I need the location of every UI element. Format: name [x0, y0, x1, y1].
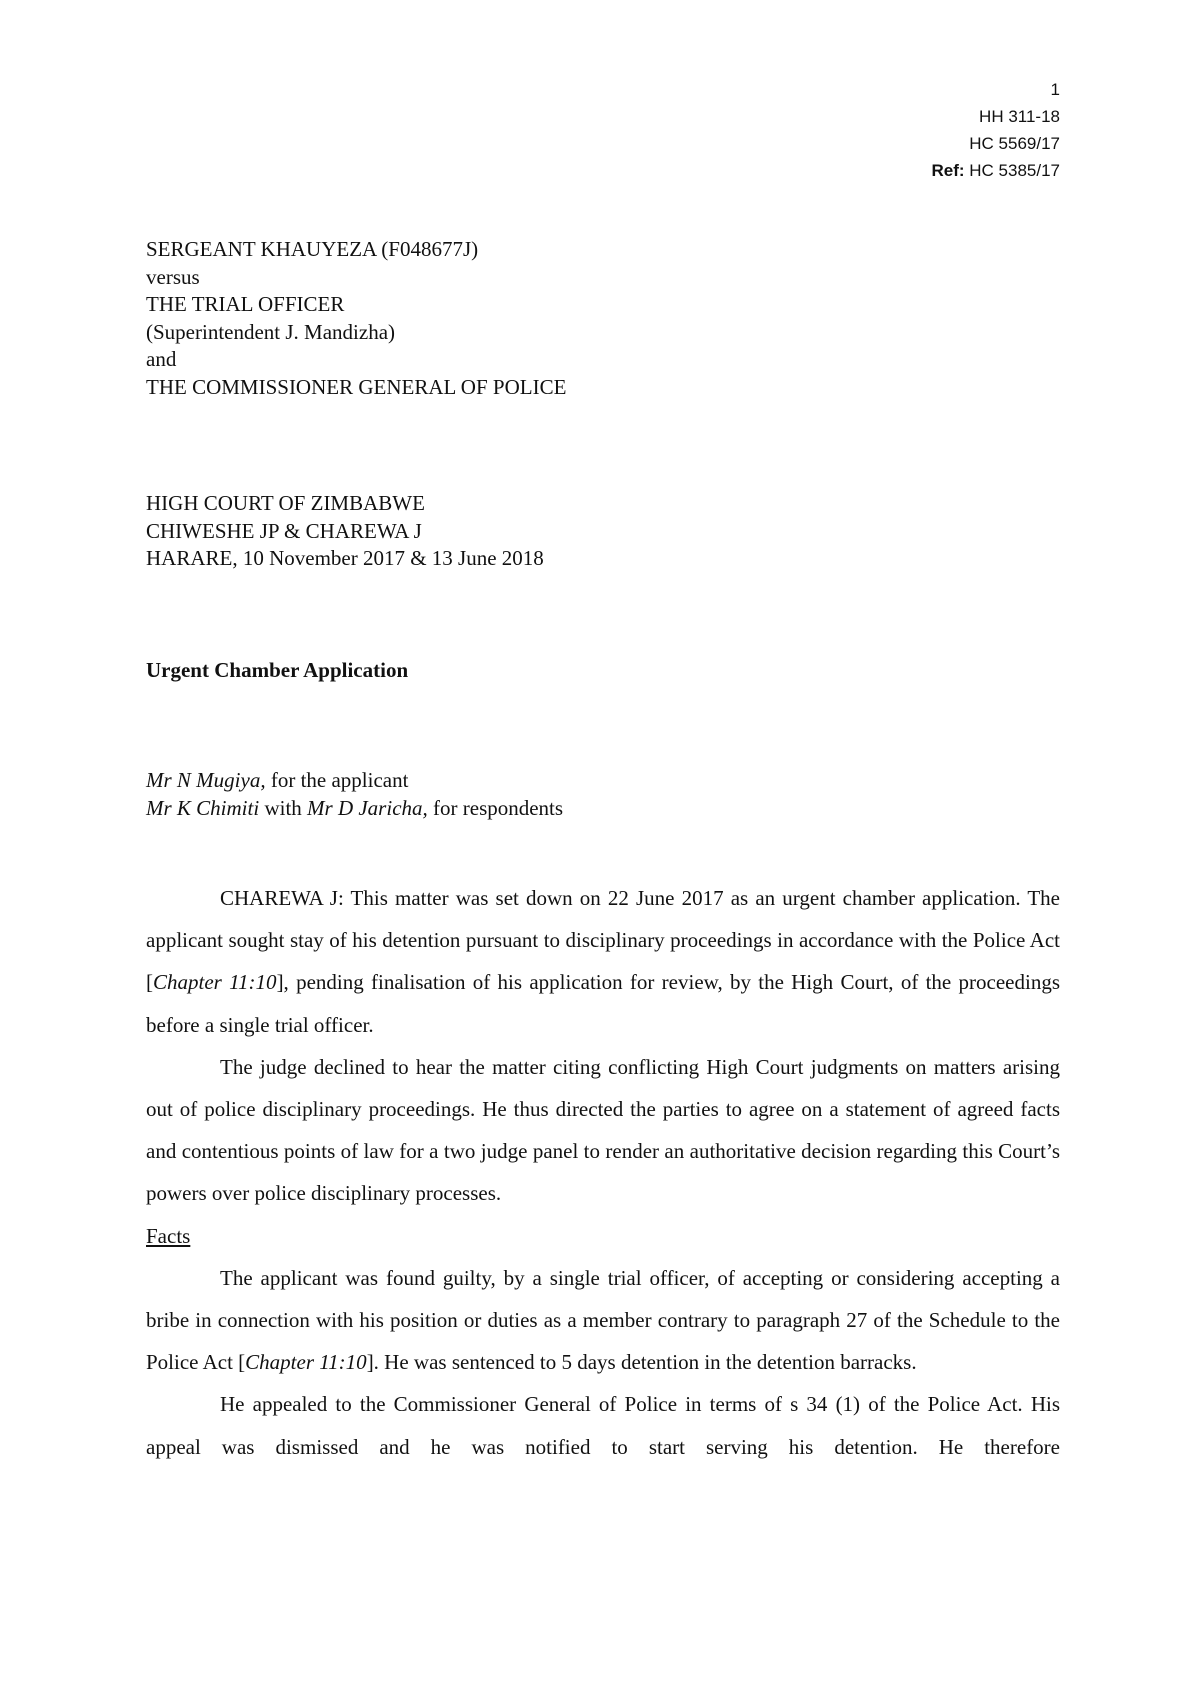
judges: CHIWESHE JP & CHAREWA J [146, 518, 422, 543]
counsel-block [146, 767, 563, 822]
paragraph-1 [146, 877, 1060, 1046]
judgment-body [146, 877, 1060, 1468]
respondent-counsel-name-1: Mr K Chimiti [146, 795, 260, 820]
applicant-counsel [146, 767, 563, 795]
respondent-counsel-role: for respondents [427, 795, 564, 820]
paragraph-4: He appealed to the Commissioner General of Police in terms of s 34 (1) of the Police Act. His appeal was dismissed and he was notified to start serving his detention. He therefore [146, 1392, 1060, 1459]
first-respondent-detail: (Superintendent J. Mandizha) [146, 319, 396, 344]
respondent-counsel [146, 795, 563, 823]
respondent-counsel-name-2: Mr D Jaricha, [307, 795, 428, 820]
paragraph-2: The judge declined to hear the matter citing conflicting High Court judgments on matters arising out of police disciplinary proceedings. He thus directed the parties to agree on a statement of agreed facts and contentious points of law for a two judge panel to render an authoritative decision regarding this Court’s powers over police disciplinary processes. [146, 1054, 1060, 1206]
respondent-counsel-with: with [259, 795, 308, 820]
applicant-counsel-role: for the applicant [265, 768, 409, 792]
first-respondent: THE TRIAL OFFICER [146, 292, 345, 316]
reference-value: HC 5385/17 [969, 161, 1060, 180]
paragraph-1-text-b: ], pending finalisation of his application for review, by the High Court, of the proceedings before a single trial officer. [146, 970, 1060, 1037]
application-type-heading: Urgent Chamber Application [146, 658, 409, 682]
paragraph-1-chapter: Chapter 11:10 [153, 970, 277, 995]
and-text: and [146, 347, 177, 371]
place-and-dates: HARARE, 10 November 2017 & 13 June 2018 [146, 546, 544, 570]
second-respondent: THE COMMISSIONER GENERAL OF POLICE [146, 374, 567, 399]
court-name: HIGH COURT OF ZIMBABWE [146, 491, 425, 515]
paragraph-3-text-b: ]. He was sentenced to 5 days detention in the detention barracks. [366, 1350, 917, 1375]
case-reference-header [931, 76, 1060, 184]
reference-number [931, 157, 1060, 184]
paragraph-3-text-a: The applicant was found guilty, by a single trial officer, of accepting or considering accepting a bribe in connection with his position or duties as a member contrary to paragraph 27 of the Schedule to the Police Act [ [146, 1265, 1060, 1375]
applicant-counsel-name: Mr N Mugiya, [146, 768, 266, 792]
applicant-name: SERGEANT KHAUYEZA (F048677J) [146, 237, 479, 261]
page-number: 1 [1050, 80, 1060, 99]
paragraph-3-chapter: Chapter 11:10 [245, 1350, 367, 1375]
paragraph-1-text-a: CHAREWA J: This matter was set down on 22 June 2017 as an urgent chamber application. The applicant sought stay of his detention pursuant to disciplinary proceedings in accordance with the Police Act [ [146, 886, 1060, 995]
facts-heading: Facts [146, 1223, 191, 1248]
paragraph-3 [146, 1257, 1060, 1384]
parties-block [146, 236, 566, 401]
versus-text: versus [146, 264, 200, 289]
case-number-hh: HH 311-18 [979, 107, 1060, 126]
reference-label: Ref: [931, 161, 965, 180]
court-block [146, 490, 544, 573]
case-number-hc: HC 5569/17 [969, 134, 1060, 153]
